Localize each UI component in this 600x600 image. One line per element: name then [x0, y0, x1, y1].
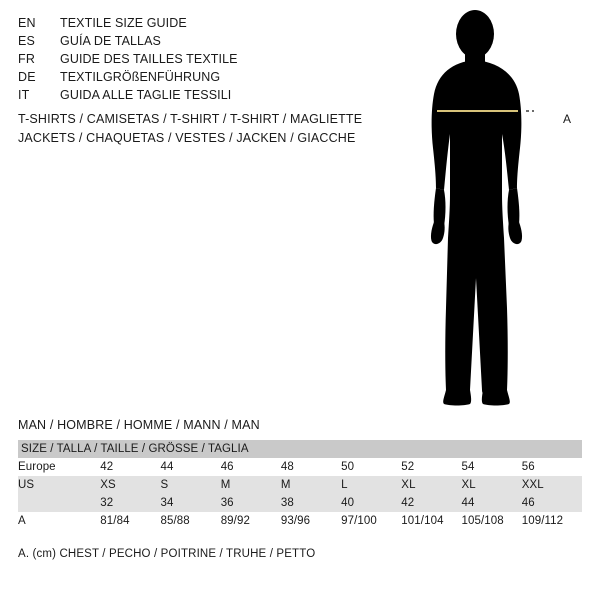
- row-label: US: [18, 476, 100, 494]
- cell-value: 34: [160, 494, 220, 512]
- cell-value: 44: [462, 494, 522, 512]
- language-row: [18, 32, 348, 50]
- cell-value: S: [160, 476, 220, 494]
- language-text: TEXTILE SIZE GUIDE: [60, 16, 187, 30]
- row-label: [18, 494, 100, 512]
- category-headings: [18, 110, 362, 148]
- cell-value: XL: [401, 476, 461, 494]
- language-text: GUÍA DE TALLAS: [60, 34, 161, 48]
- cell-value: 56: [522, 458, 582, 476]
- language-code: FR: [18, 52, 36, 66]
- chest-measure-label: A: [563, 112, 572, 126]
- cell-value: XXL: [522, 476, 582, 494]
- table-row: [18, 458, 582, 476]
- cell-value: 97/100: [341, 512, 401, 530]
- category-jackets: JACKETS / CHAQUETAS / VESTES / JACKEN / GIACCHE: [18, 131, 356, 145]
- language-text: TEXTILGRÖßENFÜHRUNG: [60, 70, 221, 84]
- table-header-label: SIZE / TALLA / TAILLE / GRÖSSE / TAGLIA: [21, 443, 249, 455]
- cell-value: 109/112: [522, 512, 582, 530]
- cell-value: L: [341, 476, 401, 494]
- category-tshirts: T-SHIRTS / CAMISETAS / T-SHIRT / T-SHIRT / MAGLIETTE: [18, 112, 363, 126]
- male-figure-illustration: [400, 8, 600, 408]
- cell-value: 89/92: [221, 512, 281, 530]
- language-text: GUIDE DES TAILLES TEXTILE: [60, 52, 238, 66]
- language-list: [18, 14, 348, 104]
- cell-value: 50: [341, 458, 401, 476]
- size-table: [18, 440, 582, 530]
- figure-svg: [400, 8, 600, 408]
- language-row: [18, 86, 348, 104]
- cell-value: 93/96: [281, 512, 341, 530]
- cell-value: M: [281, 476, 341, 494]
- language-text: GUIDA ALLE TAGLIE TESSILI: [60, 88, 232, 102]
- cell-value: 52: [401, 458, 461, 476]
- cell-value: 85/88: [160, 512, 220, 530]
- footnote: A. (cm) CHEST / PECHO / POITRINE / TRUHE / PETTO: [18, 548, 316, 560]
- language-code: IT: [18, 88, 30, 102]
- language-row: [18, 14, 348, 32]
- cell-value: 81/84: [100, 512, 160, 530]
- cell-value: 44: [160, 458, 220, 476]
- language-row: [18, 68, 348, 86]
- cell-value: XL: [462, 476, 522, 494]
- row-label: A: [18, 512, 100, 530]
- cell-value: XS: [100, 476, 160, 494]
- cell-value: 46: [221, 458, 281, 476]
- row-label: Europe: [18, 458, 100, 476]
- table-row: [18, 512, 582, 530]
- cell-value: 48: [281, 458, 341, 476]
- table-row: [18, 476, 582, 494]
- cell-value: 32: [100, 494, 160, 512]
- cell-value: 38: [281, 494, 341, 512]
- cell-value: 46: [522, 494, 582, 512]
- language-row: [18, 50, 348, 68]
- table-header-row: [18, 440, 582, 458]
- table-title: MAN / HOMBRE / HOMME / MANN / MAN: [18, 418, 260, 432]
- cell-value: 54: [462, 458, 522, 476]
- language-code: DE: [18, 70, 36, 84]
- table-row: [18, 494, 582, 512]
- language-code: ES: [18, 34, 36, 48]
- cell-value: 42: [401, 494, 461, 512]
- cell-value: M: [221, 476, 281, 494]
- cell-value: 101/104: [401, 512, 461, 530]
- cell-value: 42: [100, 458, 160, 476]
- language-code: EN: [18, 16, 36, 30]
- cell-value: 36: [221, 494, 281, 512]
- cell-value: 105/108: [462, 512, 522, 530]
- cell-value: 40: [341, 494, 401, 512]
